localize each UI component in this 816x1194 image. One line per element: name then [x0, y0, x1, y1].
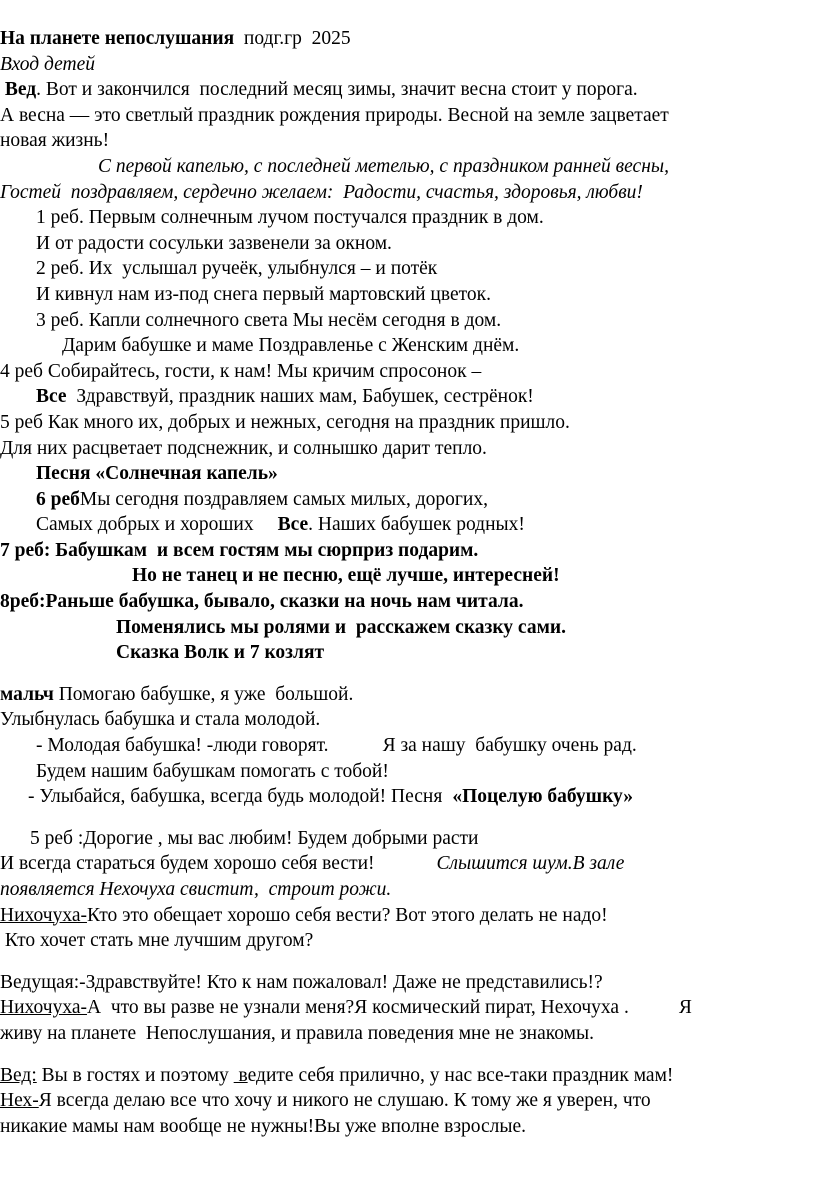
text-line — [0, 733, 812, 759]
text-line: 7 реб: Бабушкам и всем гостям мы сюрприз подарим. — [0, 539, 479, 561]
text-line: Но не танец и не песню, ещё лучше, интересней! — [132, 565, 560, 587]
document-title — [0, 26, 812, 52]
speaker-label: 6 реб — [36, 488, 80, 510]
text-line: Кто хочет стать мне лучшим другом? — [0, 930, 314, 952]
speaker-label: Нихочуха- — [0, 904, 87, 926]
line-text: Я за нашу бабушку очень рад. — [382, 735, 637, 757]
text-line: живу на планете Непослушания, и правила поведения мне не знакомы. — [0, 1022, 594, 1044]
text-line: 5 реб :Дорогие , мы вас любим! Будем добрыми расти — [30, 827, 479, 849]
line-text: Здравствуй, праздник наших мам, Бабушек, сестрёнок! — [66, 386, 534, 408]
title-bold: На планете непослушания — [0, 28, 235, 49]
stage-direction: Слышится шум.В зале — [436, 853, 625, 875]
text-line — [0, 512, 812, 538]
text-line — [0, 784, 812, 810]
text-line — [0, 1088, 812, 1114]
document-page — [0, 26, 812, 1139]
text-line — [0, 487, 812, 513]
text-line — [0, 384, 812, 410]
line-text: Кто это обещает хорошо себя вести? Вот этого делать не надо! — [86, 904, 608, 926]
line-text: . Наших бабушек родных! — [308, 514, 525, 536]
line-text: - Молодая бабушка! -люди говорят. — [36, 735, 329, 757]
text-line — [0, 903, 812, 929]
paragraph-gap — [0, 810, 812, 826]
text-line: 8реб:Раньше бабушка, бывало, сказки на ночь нам читала. — [0, 591, 524, 613]
line-text: И всегда стараться будем хорошо себя вести! — [0, 853, 375, 875]
text-line: Дарим бабушке и маме Поздравленье с Женским днём. — [62, 335, 520, 357]
paragraph-gap — [0, 1047, 812, 1063]
speaker-label: Все — [277, 514, 309, 536]
text-line: 1 реб. Первым солнечным лучом постучался праздник в дом. — [36, 207, 544, 229]
text-line: С первой капелью, с последней метелью, с праздником ранней весны, — [98, 155, 669, 177]
line-text: - Улыбайся, бабушка, всегда будь молодой! Песня — [28, 786, 443, 808]
speaker-label: Вед — [4, 79, 37, 101]
text-line — [0, 851, 812, 877]
text-line — [0, 995, 812, 1021]
line-text: А что вы разве не узнали меня?Я космический пират, Нехочуха . — [86, 997, 629, 1019]
entrance-line: Вход детей — [0, 53, 96, 75]
song-title: «Поцелую бабушку» — [452, 786, 634, 808]
line-text: едите себя прилично, у нас все-таки праздник мам! — [247, 1064, 674, 1086]
text-line — [0, 1063, 812, 1089]
title-rest: подг.гр 2025 — [234, 28, 351, 49]
text-line: новая жизнь! — [0, 130, 110, 152]
line-text: Помогаю бабушке, я уже большой. — [53, 683, 354, 705]
song-heading: Песня «Солнечная капель» — [36, 463, 278, 485]
line-text: в — [233, 1064, 248, 1086]
line-text: Я всегда делаю все что хочу и никого не слушаю. К тому же я уверен, что — [38, 1090, 651, 1112]
paragraph-gap — [0, 954, 812, 970]
paragraph-gap — [0, 666, 812, 682]
line-text: Мы сегодня поздравляем самых милых, дорогих, — [79, 488, 488, 510]
text-line: 4 реб Собирайтесь, гости, к нам! Мы кричим спросонок – — [0, 360, 482, 382]
text-line: 2 реб. Их услышал ручеёк, улыбнулся – и потёк — [36, 258, 438, 280]
text-line: Ведущая:-Здравствуйте! Кто к нам пожаловал! Даже не представились!? — [0, 971, 603, 993]
line-text: . Вот и закончился последний месяц зимы, значит весна стоит у порога. — [36, 79, 638, 101]
text-line: Будем нашим бабушкам помогать с тобой! — [36, 760, 389, 782]
text-line: И от радости сосульки зазвенели за окном. — [36, 232, 392, 254]
text-line: Гостей поздравляем, сердечно желаем: Радости, счастья, здоровья, любви! — [0, 181, 643, 203]
line-text: Вы в гостях и поэтому — [36, 1064, 234, 1086]
text-line — [0, 77, 812, 103]
text-line: А весна — это светлый праздник рождения природы. Весной на земле зацветает — [0, 104, 669, 126]
text-line: Улыбнулась бабушка и стала молодой. — [0, 709, 321, 731]
stage-direction: появляется Нехочуха свистит, строит рожи. — [0, 879, 392, 900]
speaker-label: мальч — [0, 683, 54, 705]
text-line: Для них расцветает подснежник, и солнышко дарит тепло. — [0, 437, 487, 459]
text-line: Поменялись мы ролями и расскажем сказку сами. — [116, 616, 566, 638]
line-text: Самых добрых и хороших — [36, 514, 254, 536]
line-text: Я — [678, 997, 692, 1019]
speaker-label: Нихочуха- — [0, 997, 87, 1019]
text-line: 3 реб. Капли солнечного света Мы несём сегодня в дом. — [36, 309, 502, 331]
text-line: 5 реб Как много их, добрых и нежных, сегодня на праздник пришло. — [0, 411, 570, 433]
text-line: И кивнул нам из-под снега первый мартовский цветок. — [36, 283, 491, 305]
speaker-label: Все — [36, 386, 67, 408]
speaker-label: Нех- — [0, 1090, 39, 1112]
text-line: никакие мамы нам вообще не нужны!Вы уже вполне взрослые. — [0, 1115, 527, 1137]
fairy-tale-heading: Сказка Волк и 7 козлят — [116, 642, 325, 664]
speaker-label: Вед: — [0, 1064, 37, 1086]
text-line — [0, 682, 812, 708]
